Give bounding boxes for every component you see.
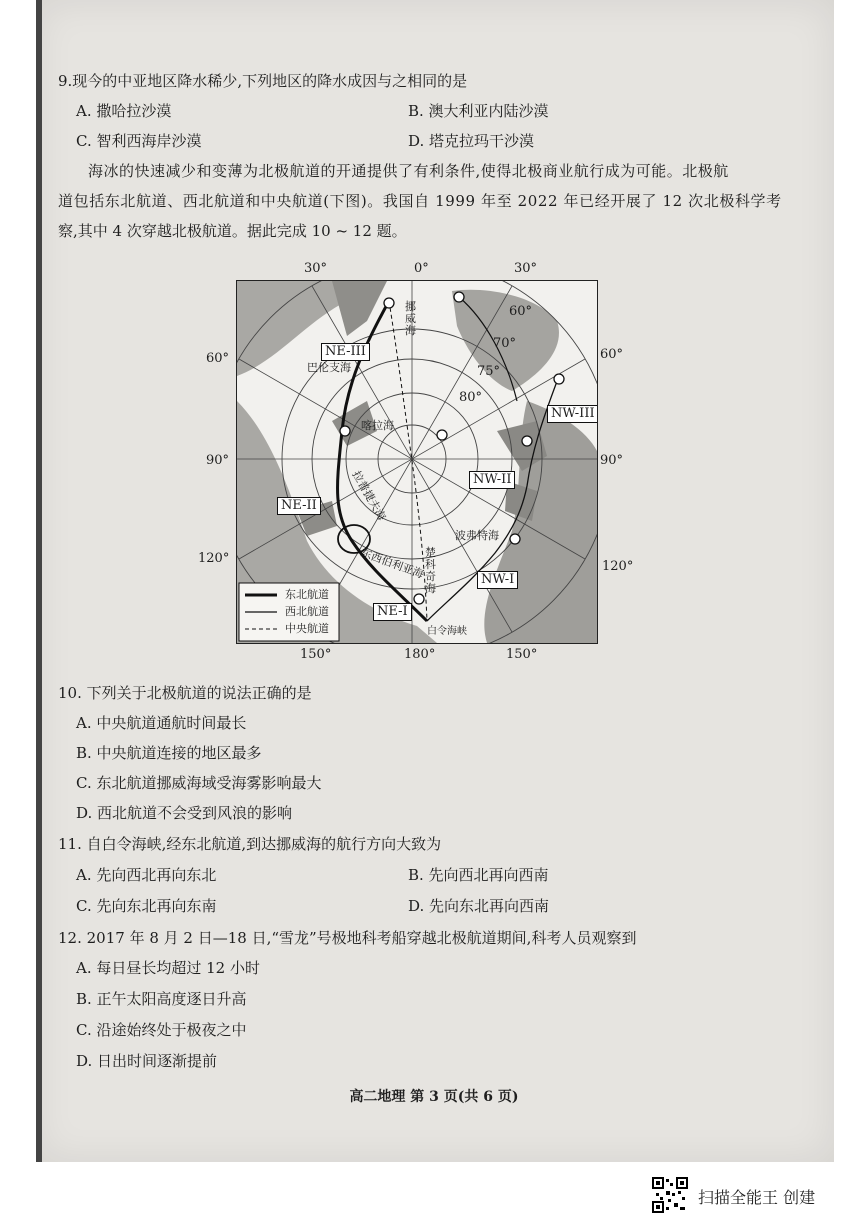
segment-nw-iii: NW-III: [547, 405, 598, 423]
q10-option-c: C. 东北航道挪威海域受海雾影响最大: [76, 774, 322, 792]
place-chukchi-sea: 楚科奇海: [425, 546, 436, 595]
q9-option-d: D. 塔克拉玛干沙漠: [408, 132, 535, 150]
q9-option-b: B. 澳大利亚内陆沙漠: [408, 102, 549, 120]
legend-label-northwest: 西北航道: [285, 605, 329, 618]
place-east-siberian-sea: 东西伯利亚海: [358, 546, 426, 581]
q11-option-c: C. 先向东北再向东南: [76, 897, 217, 915]
legend-label-central: 中央航道: [285, 622, 329, 635]
waypoint-beaufort: [510, 534, 520, 544]
waypoint-bering: [414, 594, 424, 604]
place-kara-sea: 喀拉海: [361, 419, 394, 432]
place-beaufort-sea: 波弗特海: [455, 529, 499, 542]
q12-option-d: D. 日出时间逐渐提前: [76, 1052, 218, 1070]
arctic-route-map: [236, 280, 598, 644]
lon-bottom-left: 150°: [300, 647, 332, 662]
lon-top-center: 0°: [414, 261, 429, 276]
q11-option-b: B. 先向西北再向西南: [408, 866, 549, 884]
q10-stem: 10. 下列关于北极航道的说法正确的是: [58, 684, 312, 702]
place-barents-sea: 巴伦支海: [307, 361, 351, 374]
waypoint-kara: [340, 426, 350, 436]
q11-option-d: D. 先向东北再向西南: [408, 897, 550, 915]
waypoint-greenland: [454, 292, 464, 302]
q9-option-a: A. 撒哈拉沙漠: [76, 102, 172, 120]
q12-stem: 12. 2017 年 8 月 2 日—18 日,“雪龙”号极地科考船穿越北极航道期间,科考人员观察到: [58, 929, 637, 947]
waypoint-norway: [384, 298, 394, 308]
waypoint-islands: [522, 436, 532, 446]
intro-line-1: 海冰的快速减少和变薄为北极航道的开通提供了有利条件,使得北极商业航行成为可能。北极航: [88, 162, 729, 180]
segment-ne-iii: NE-III: [321, 343, 370, 361]
page-spine-shadow: [36, 0, 42, 1162]
intro-line-2: 道包括东北航道、西北航道和中央航道(下图)。我国自 1999 年至 2022 年已经开展了 12 次北极科学考: [58, 192, 782, 210]
waypoint-central: [437, 430, 447, 440]
place-laptev-sea: 拉普捷夫海: [349, 468, 389, 523]
q11-option-a: A. 先向西北再向东北: [76, 866, 217, 884]
intro-line-3: 察,其中 4 次穿越北极航道。据此完成 10 ~ 12 题。: [58, 222, 407, 240]
lon-right-90: 90°: [600, 453, 624, 468]
segment-ne-i: NE-I: [373, 603, 412, 621]
place-bering-strait: 白令海峡: [427, 626, 467, 637]
lon-top-left: 30°: [304, 261, 328, 276]
q10-option-a: A. 中央航道通航时间最长: [76, 714, 247, 732]
q10-option-d: D. 西北航道不会受到风浪的影响: [76, 804, 293, 822]
lon-left-90: 90°: [206, 453, 230, 468]
lat-label-80: 80°: [459, 390, 483, 405]
lon-bottom-center: 180°: [404, 647, 436, 662]
page-footer: 高二地理 第 3 页(共 6 页): [349, 1089, 519, 1105]
segment-nw-i: NW-I: [477, 571, 518, 589]
q9-stem: 9.现今的中亚地区降水稀少,下列地区的降水成因与之相同的是: [58, 72, 468, 90]
segment-nw-ii: NW-II: [469, 471, 515, 489]
q12-option-a: A. 每日昼长均超过 12 小时: [76, 959, 260, 977]
q10-option-b: B. 中央航道连接的地区最多: [76, 744, 262, 762]
lon-left-60: 60°: [206, 351, 230, 366]
lon-right-120: 120°: [602, 559, 634, 574]
lon-bottom-right: 150°: [506, 647, 538, 662]
scanner-watermark: [652, 1177, 862, 1217]
q11-stem: 11. 自白令海峡,经东北航道,到达挪威海的航行方向大致为: [58, 835, 442, 853]
q9-option-c: C. 智利西海岸沙漠: [76, 132, 202, 150]
waypoint-canada: [554, 374, 564, 384]
scandinavia-land: [332, 281, 387, 336]
lat-label-75: 75°: [477, 364, 501, 379]
lon-top-right: 30°: [514, 261, 538, 276]
lon-right-60: 60°: [600, 347, 624, 362]
watermark-text: 扫描全能王 创建: [698, 1188, 816, 1207]
lat-label-70: 70°: [493, 336, 517, 351]
q12-option-b: B. 正午太阳高度逐日升高: [76, 990, 247, 1008]
segment-ne-ii: NE-II: [277, 497, 321, 515]
qr-code-icon: [652, 1177, 688, 1213]
lon-left-120: 120°: [198, 551, 230, 566]
q12-option-c: C. 沿途始终处于极夜之中: [76, 1021, 247, 1039]
legend-label-northeast: 东北航道: [285, 588, 329, 601]
place-norwegian-sea: 挪威海: [405, 300, 416, 337]
lat-label-60: 60°: [509, 304, 533, 319]
